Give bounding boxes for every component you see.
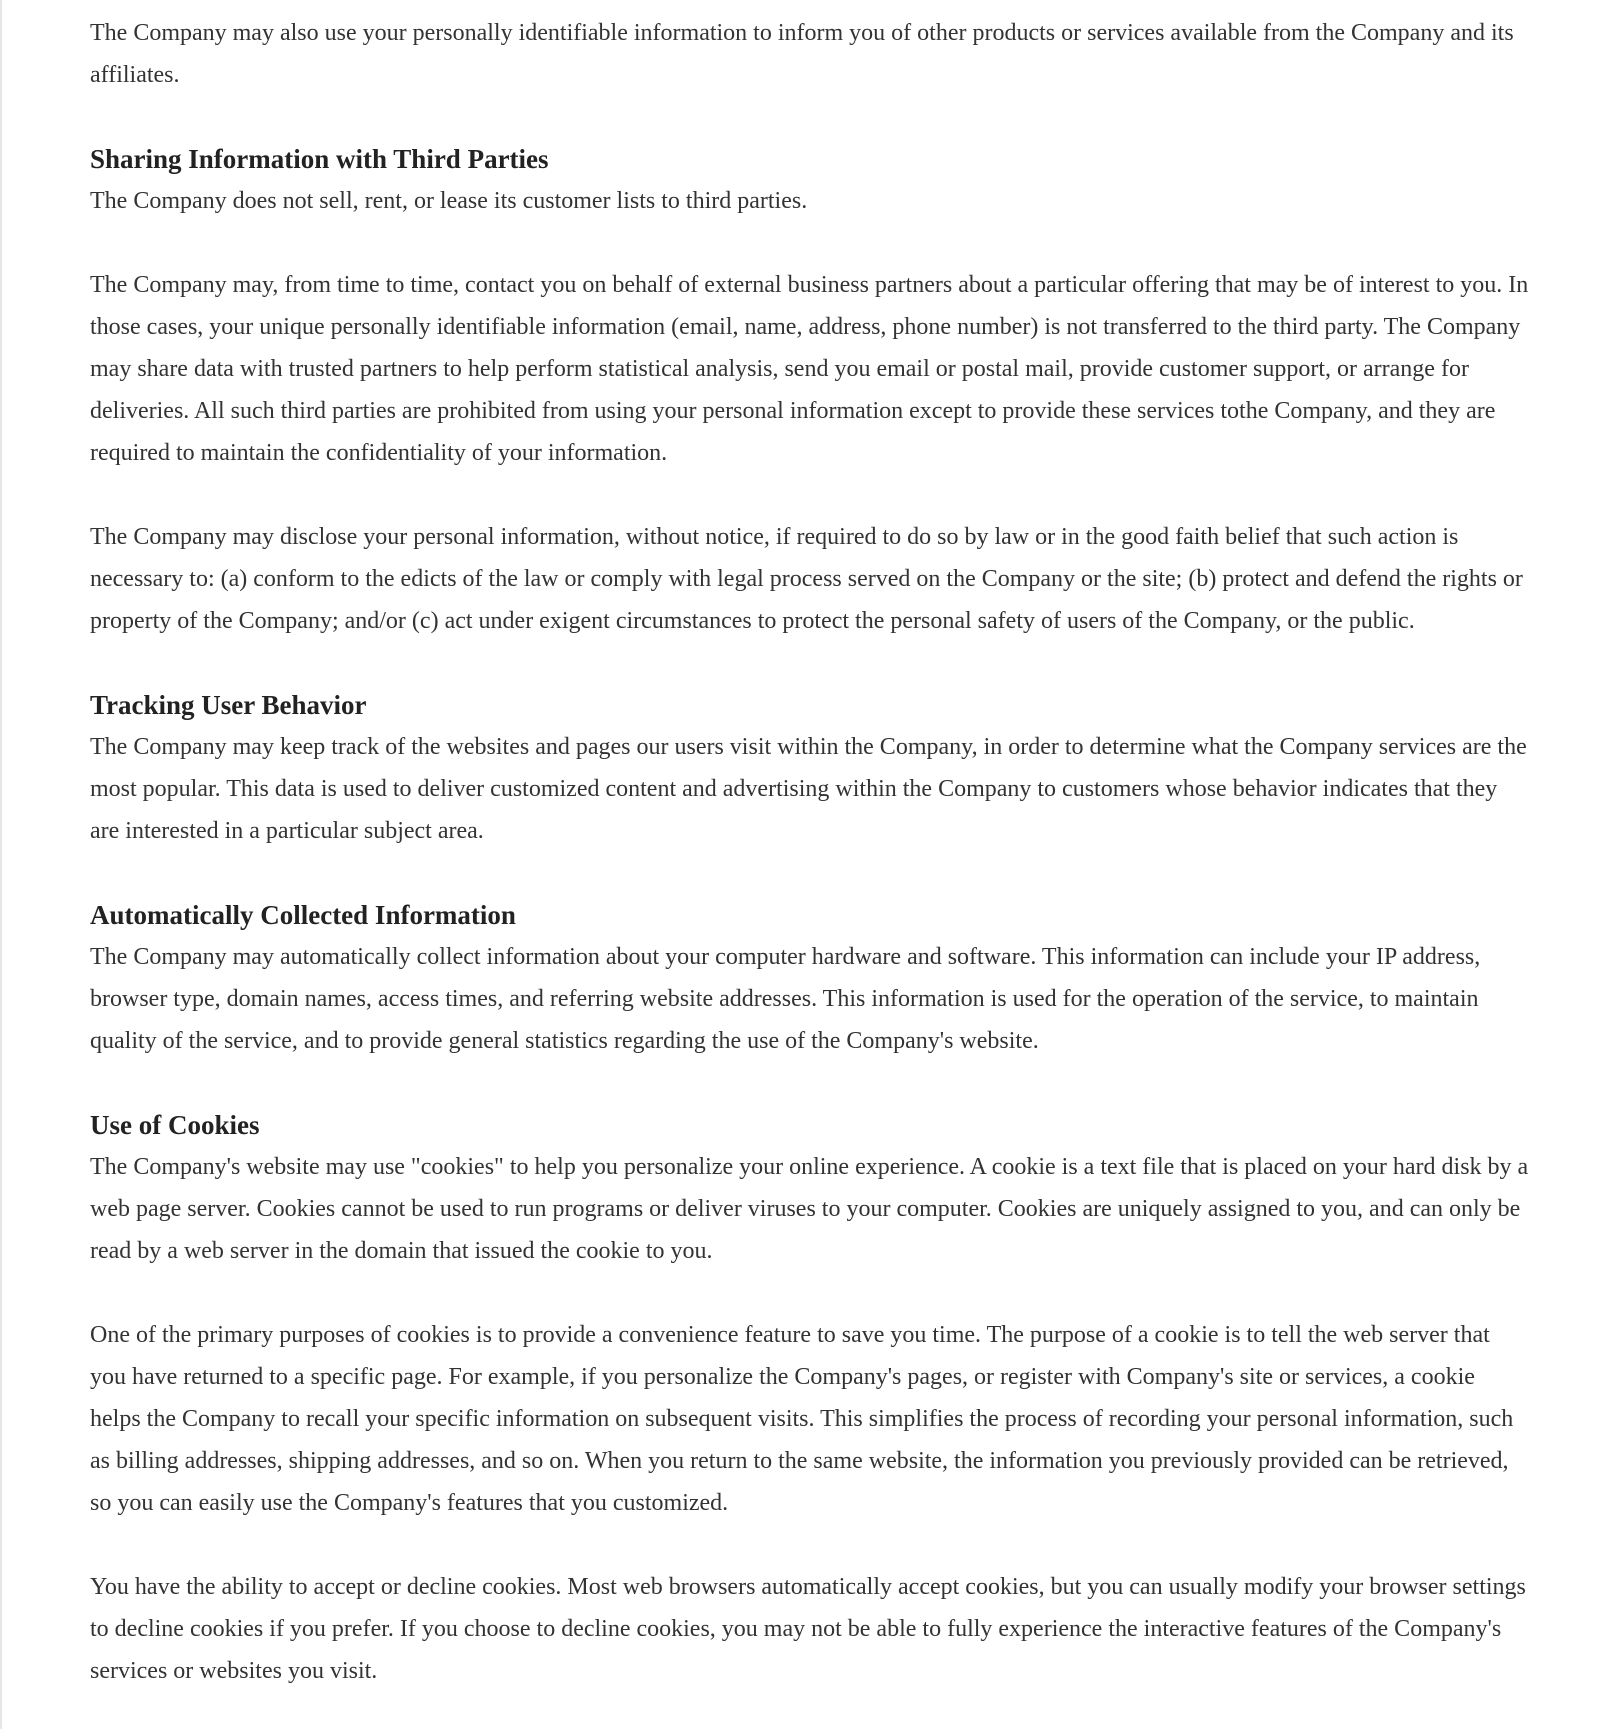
sharing-paragraph-2: The Company may, from time to time, contact you on behalf of external business partners about a particular offering that may be of interest to you. In those cases, your unique personally identifiable information (email, name, address, phone number) is not transferred to the third party. The Company may share data with trusted partners to help perform statistical analysis, send you email or postal mail, provide customer support, or arrange for deliveries. All such third parties are prohibited from using your personal information except to provide these services tothe Company, and they are required to maintain the confidentiality of your information. xyxy=(90,272,1529,466)
section-heading-auto-collected: Automatically Collected Information xyxy=(90,900,516,930)
spacer xyxy=(90,1272,1530,1314)
spacer xyxy=(90,1062,1530,1104)
spacer xyxy=(90,474,1530,516)
intro-paragraph: The Company may also use your personally identifiable information to inform you of other products or services available from the Company and its affiliates. xyxy=(90,20,1514,88)
spacer xyxy=(90,642,1530,684)
section-heading-cookies: Use of Cookies xyxy=(90,1110,260,1140)
spacer xyxy=(90,1524,1530,1566)
sharing-paragraph-3: The Company may disclose your personal information, without notice, if required to do so by law or in the good faith belief that such action is necessary to: (a) conform to the edicts of the law or comply with legal process served on the Company or the site; (b) protect and defend the rights or property of the Company; and/or (c) act under exigent circumstances to protect the personal safety of users of the Company, or the public. xyxy=(90,524,1523,634)
section-heading-tracking: Tracking User Behavior xyxy=(90,690,367,720)
cookies-paragraph-2: One of the primary purposes of cookies is to provide a convenience feature to save you time. The purpose of a cookie is to tell the web server that you have returned to a specific page. For example, if you personalize the Company's pages, or register with Company's site or services, a cookie helps the Company to recall your specific information on subsequent visits. This simplifies the process of recording your personal information, such as billing addresses, shipping addresses, and so on. When you return to the same website, the information you previously provided can be retrieved, so you can easily use the Company's features that you customized. xyxy=(90,1322,1514,1516)
tracking-paragraph-1: The Company may keep track of the websites and pages our users visit within the Company, in order to determine what the Company services are the most popular. This data is used to deliver customized content and advertising within the Company to customers whose behavior indicates that they are interested in a particular subject area. xyxy=(90,734,1527,844)
sharing-paragraph-1: The Company does not sell, rent, or lease its customer lists to third parties. xyxy=(90,188,808,214)
section-heading-sharing: Sharing Information with Third Parties xyxy=(90,144,549,174)
spacer xyxy=(90,96,1530,138)
privacy-policy-content xyxy=(90,12,1530,1692)
spacer xyxy=(90,852,1530,894)
auto-collected-paragraph-1: The Company may automatically collect information about your computer hardware and software. This information can include your IP address, browser type, domain names, access times, and referring website addresses. This information is used for the operation of the service, to maintain quality of the service, and to provide general statistics regarding the use of the Company's website. xyxy=(90,944,1481,1054)
spacer xyxy=(90,222,1530,264)
cookies-paragraph-1: The Company's website may use "cookies" to help you personalize your online experience. A cookie is a text file that is placed on your hard disk by a web page server. Cookies cannot be used to run programs or deliver viruses to your computer. Cookies are uniquely assigned to you, and can only be read by a web server in the domain that issued the cookie to you. xyxy=(90,1154,1529,1264)
cookies-paragraph-3: You have the ability to accept or decline cookies. Most web browsers automatically accept cookies, but you can usually modify your browser settings to decline cookies if you prefer. If you choose to decline cookies, you may not be able to fully experience the interactive features of the Company's services or websites you visit. xyxy=(90,1574,1526,1684)
